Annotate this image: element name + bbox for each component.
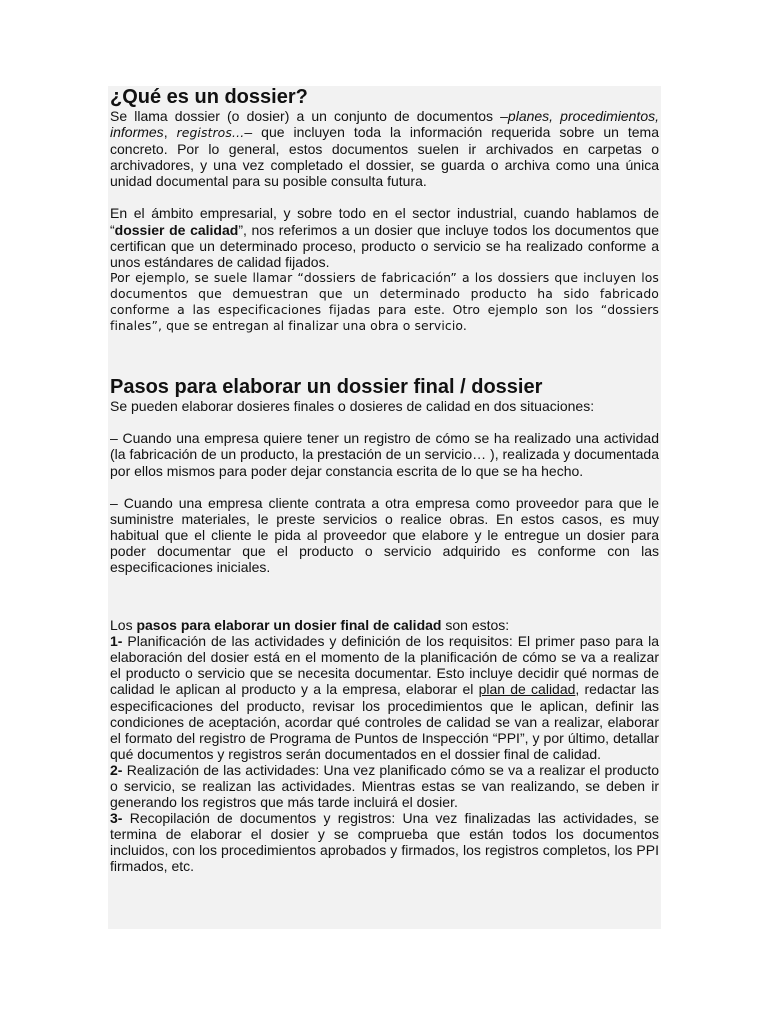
paragraph-definition: Se llama dossier (o dosier) a un conjunto de documentos –planes, procedimientos, informes, registros…– que incluyen toda la información requerida sobre un tema concreto. Por lo general, estos documentos suelen ir archivados en carpetas o archivadores, y una vez completado el dossier, se guarda o archiva como una única unidad documental para su posible consulta futura. — [110, 108, 659, 190]
paragraph-case-1: – Cuando una empresa quiere tener un registro de cómo se ha realizado una actividad (la fabricación de un producto, la prestación de un servicio… ), realizada y documentada por ellos mismos para poder dejar constancia escrita de lo que se ha hecho. — [110, 430, 659, 479]
paragraph-dossier-calidad: En el ámbito empresarial, y sobre todo en el sector industrial, cuando hablamos de “dossier de calidad”, nos referimos a un dosier que incluye todos los documentos que certifican que un determinado proceso, producto o servicio se ha realizado conforme a unos estándares de calidad fijados. — [110, 205, 659, 270]
step-2: 2- Realización de las actividades: Una vez planificado cómo se va a realizar el producto o servicio, se realizan las actividades. Mientras estas se van realizando, se deben ir generando los registros que más tarde incluirá el dosier. — [110, 761, 659, 811]
step-1: 1- Planificación de las actividades y definición de los requisitos: El primer paso para la elaboración del dosier está en el momento de la planificación de cómo se va a realizar el producto o servicio que se necesita documentar. Esto incluye decidir qué normas de calidad le aplican al producto y a la empresa, elaborar el plan de calidad, redactar las especificaciones del producto, revisar los procedimientos que le aplican, definir las condiciones de aceptación, acordar qué controles de calidad se van a realizar, elaborar el formato del registro de Programa de Puntos de Inspección “PPI”, y por último, detallar qué documentos y registros serán documentados en el dossier final de calidad. — [110, 633, 659, 762]
step-3: 3- Recopilación de documentos y registros: Una vez finalizadas las actividades, se termina de elaborar el dosier y se comprueba que están todos los documentos incluidos, con los procedimientos aprobados y firmados, los registros completos, los PPI firmados, etc. — [110, 810, 659, 875]
paragraph-steps-intro: Los pasos para elaborar un dosier final de calidad son estos: — [110, 617, 510, 634]
paragraph-situaciones: Se pueden elaborar dosieres finales o dosieres de calidad en dos situaciones: — [110, 398, 595, 415]
document-page — [108, 86, 661, 929]
plan-de-calidad-link[interactable]: plan de calidad — [478, 681, 576, 698]
paragraph-ejemplo: Por ejemplo, se suele llamar “dossiers de fabricación” a los dossiers que incluyen los documentos que demuestran que un determinado producto ha sido fabricado conforme a las especificaciones fijadas para este. Otro ejemplo son los “dossiers finales”, que se entregan al finalizar una obra o servicio. — [110, 269, 659, 334]
section-title-que-es-dossier: ¿Qué es un dossier? — [110, 86, 308, 108]
paragraph-case-2: – Cuando una empresa cliente contrata a otra empresa como proveedor para que le suministre materiales, le preste servicios o realice obras. En estos casos, es muy habitual que el cliente le pida al proveedor que elabore y le entregue un dosier para poder documentar que el producto o servicio adquirido es conforme con las especificaciones iniciales. — [110, 494, 659, 575]
section-title-pasos: Pasos para elaborar un dossier final / dossier — [110, 376, 543, 399]
